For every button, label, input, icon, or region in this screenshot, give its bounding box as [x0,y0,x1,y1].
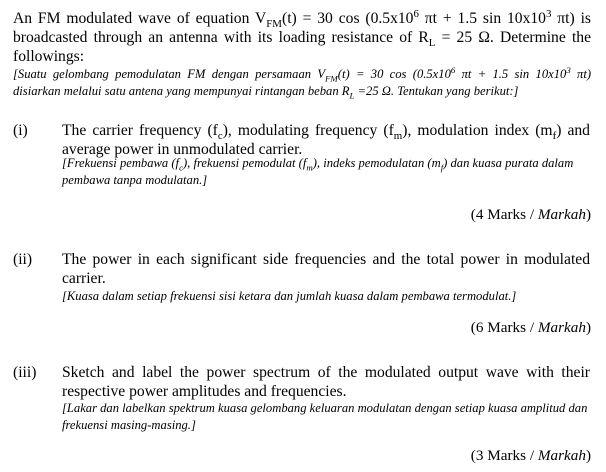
marks-text-malay: Markah [537,206,586,223]
intro-text-malay: πt) disiarkan melalui satu antena yang mempunyai rintangan beban R [13,67,592,98]
question-text: The carrier frequency (f [62,122,218,139]
marks-text: ) [585,447,591,464]
subscript: f [440,162,444,173]
intro-text-malay: (t) = 30 cos (0.5x10 [337,67,451,81]
marks-text: ) [585,319,591,336]
question-number: (iii) [13,364,37,381]
subscript: L [349,90,355,101]
subscript: m [393,130,403,143]
superscript: 3 [545,7,552,20]
superscript: 6 [413,7,419,20]
question-text: ) and average power in unmodulated carrier. [62,122,590,158]
intro-text-malay: =25 Ω. Tentukan yang berikut:] [354,84,519,98]
intro-text: (t) = 30 cos (0.5x10 [282,10,414,27]
question-intro-english [13,9,591,66]
question-text-english: The power in each significant side frequencies and the total power in modulated carrier. [62,251,590,287]
question-text-malay: [Lakar dan labelkan spektrum kuasa gelombang keluaran modulatan dengan setiap kuasa amplitud dan frekuensi masing-masing.] [62,401,588,432]
question-text-english: Sketch and label the power spectrum of the modulated output wave with their respective power amplitudes and frequencies. [62,364,590,400]
subscript: L [428,37,436,50]
question-text-malay-part: [Frekuensi pembawa (f [62,156,180,170]
intro-text: = 25 Ω. Determine the followings: [13,29,591,65]
marks-text: (6 Marks / [470,319,538,336]
question-intro-malay [13,66,591,100]
marks-text: (4 Marks / [470,206,538,223]
subscript: m [306,162,313,173]
question-number: (i) [13,122,28,139]
intro-text-malay: [Suatu gelombang pemodulatan FM dengan persamaan V [13,67,326,81]
intro-text: πt) is broadcasted through an antenna with its loading resistance of R [13,10,591,46]
subscript: FM [266,18,282,31]
marks-label [471,318,591,337]
marks-text: ) [585,206,591,223]
question-text-malay-part: ) dan kuasa purata dalam pembawa tanpa modulatan.] [62,156,574,187]
subscript: FM [325,73,338,84]
subscript: c [217,130,223,143]
marks-label [471,205,591,224]
question-text-malay-part: ), indeks pemodulatan (m [312,156,441,170]
subscript: f [552,130,557,143]
marks-text: (3 Marks / [470,447,538,464]
intro-text-malay: πt + 1.5 sin 10x10 [455,67,567,81]
superscript: 3 [566,64,571,75]
question-text-english [62,121,590,159]
marks-label [471,446,591,465]
question-text-malay [62,155,590,189]
question-text-malay-part: ), frekuensi pemodulat (f [182,156,307,170]
intro-text: πt + 1.5 sin 10x10 [418,10,546,27]
question-number: (ii) [13,251,33,268]
question-text-malay: [Kuasa dalam setiap frekuensi sisi ketara dan jumlah kuasa dalam pembawa termodulat.] [62,289,517,303]
question-text: ), modulating frequency (f [222,122,394,139]
superscript: 6 [450,64,456,75]
subscript: c [179,162,183,173]
marks-text-malay: Markah [537,319,586,336]
question-text: ), modulation index (m [402,122,553,139]
intro-text: An FM modulated wave of equation V [13,10,267,27]
marks-text-malay: Markah [537,447,586,464]
